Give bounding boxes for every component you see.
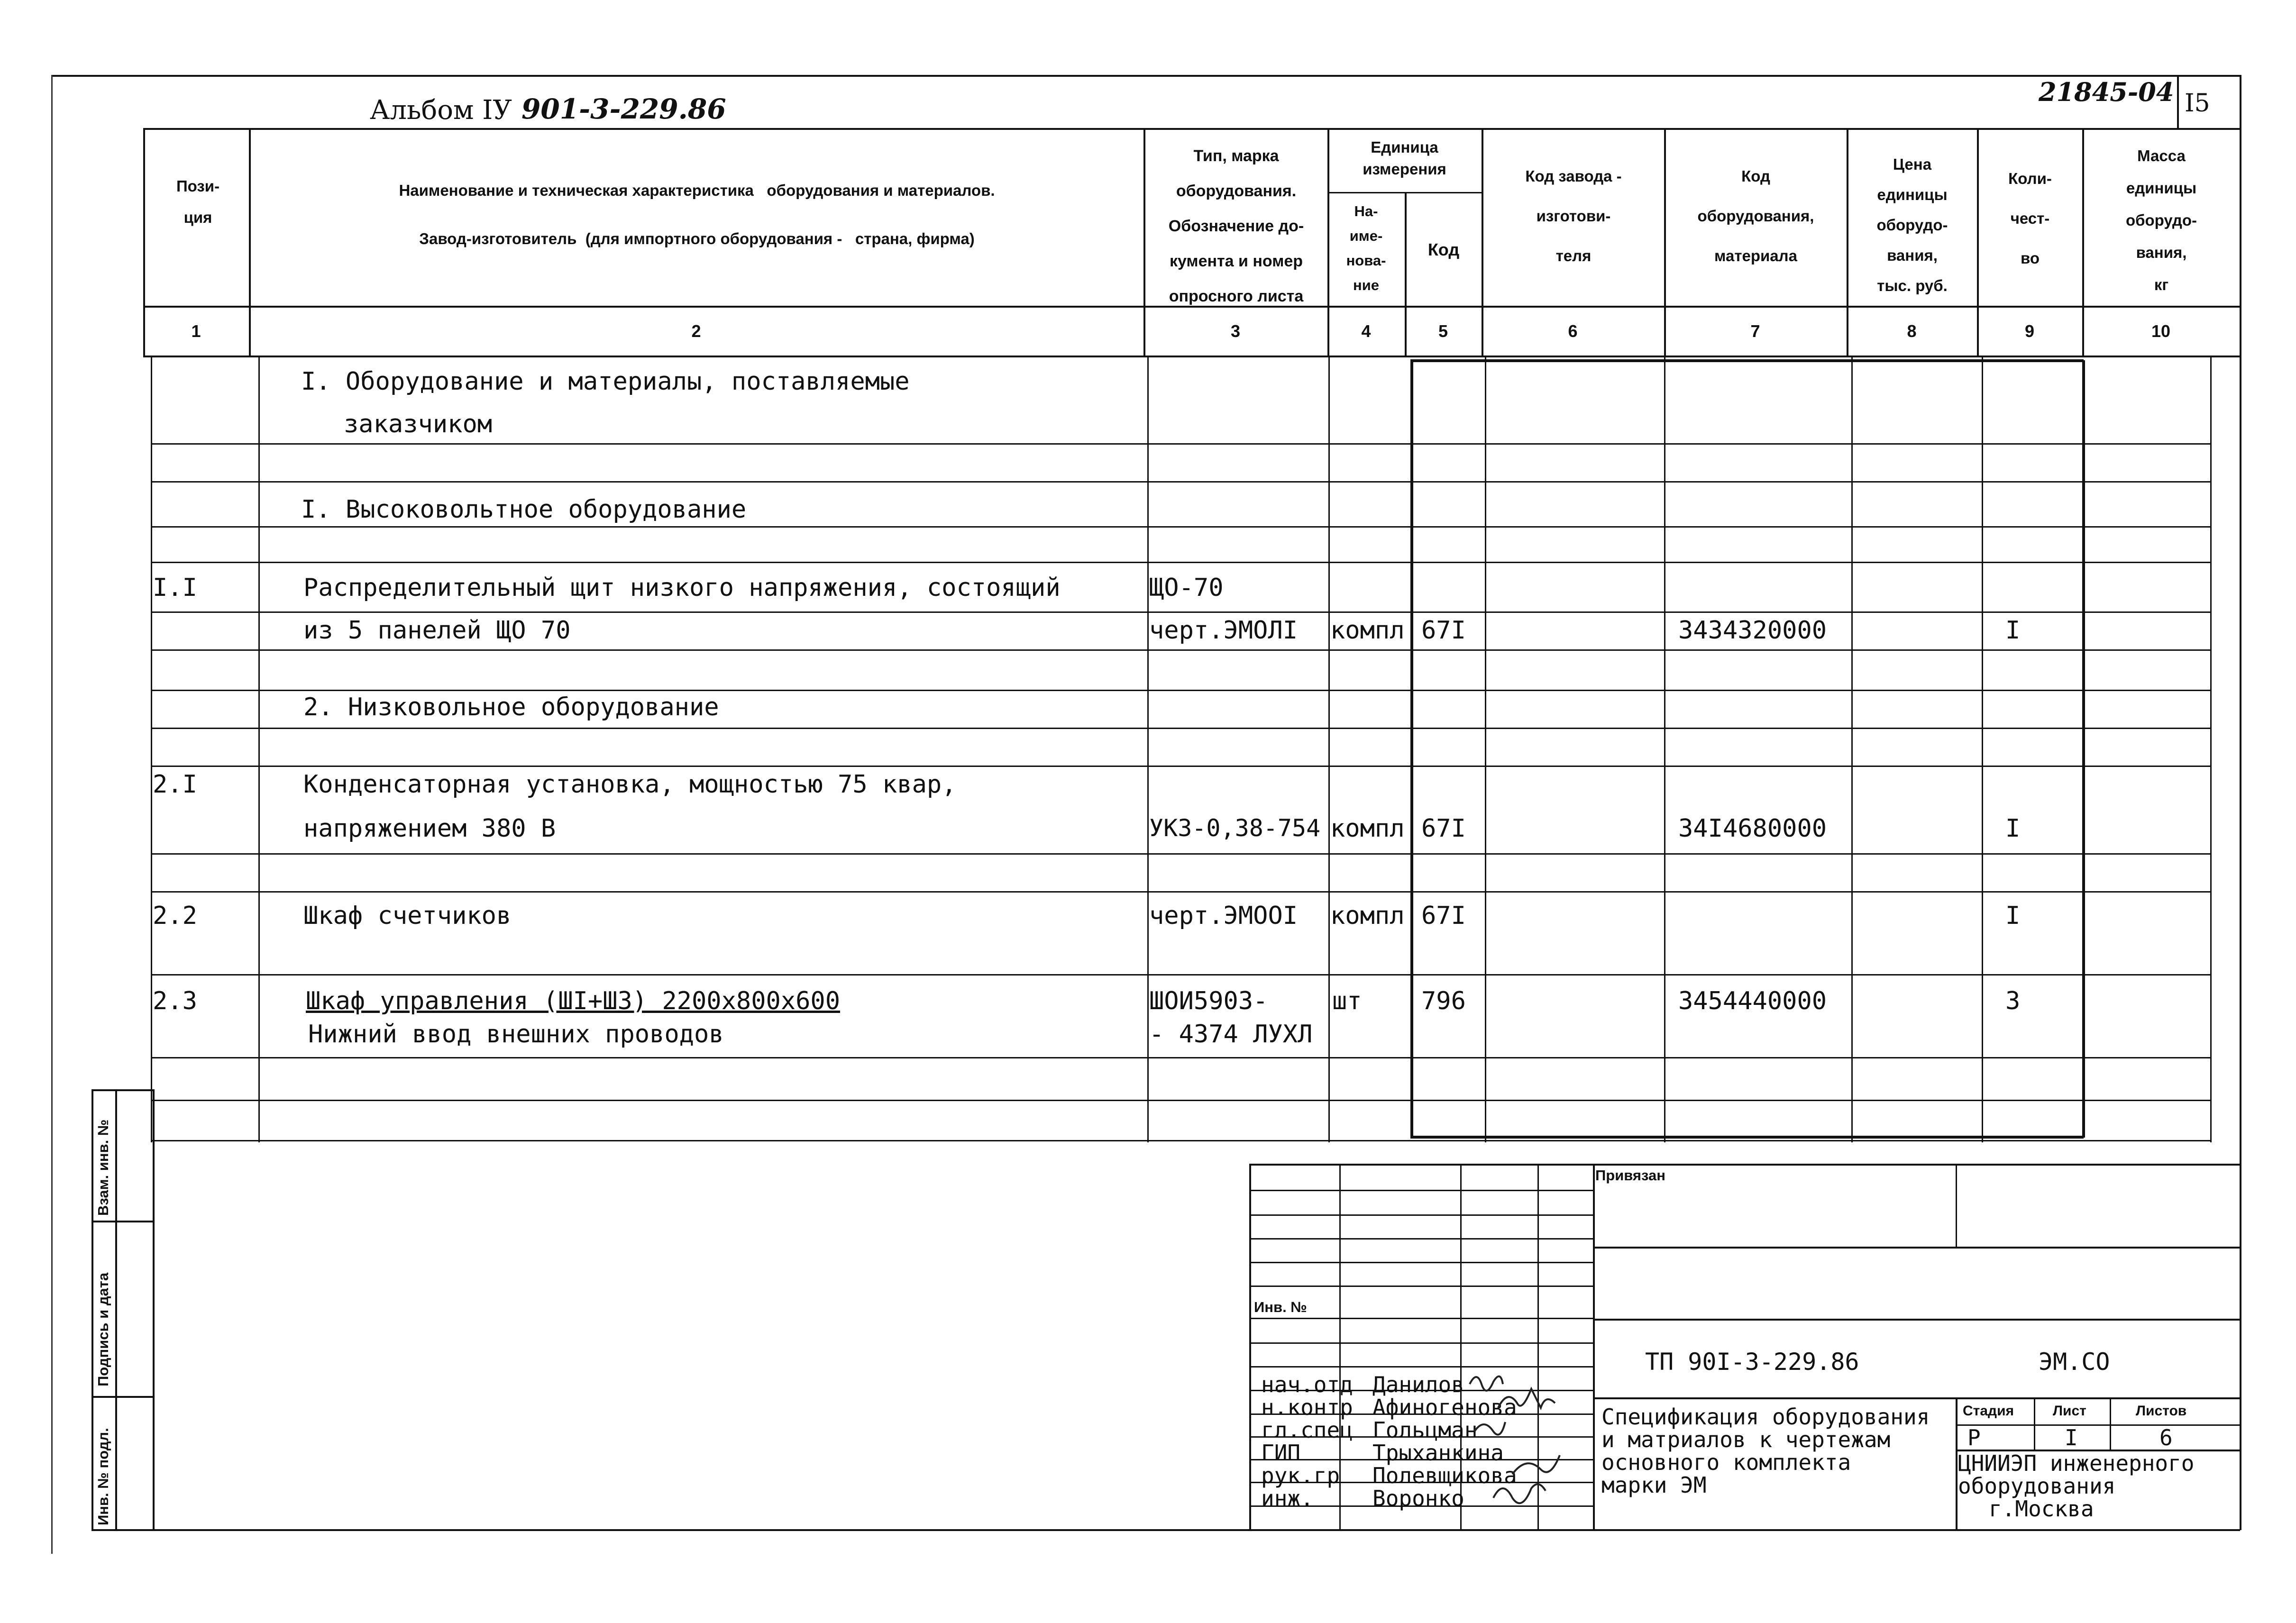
col-num-2: 2 bbox=[691, 321, 701, 341]
col-num-7: 7 bbox=[1750, 321, 1760, 341]
side-stamp-div1 bbox=[91, 1221, 153, 1222]
body-v2 bbox=[1147, 356, 1149, 1142]
section-title-1: I. Оборудование и материалы, поставляемые bbox=[301, 367, 910, 396]
sheets-value: 6 bbox=[2159, 1425, 2173, 1450]
org-line-2: оборудования bbox=[1958, 1473, 2116, 1499]
row-2-3-equipment-code: 3454440000 bbox=[1678, 987, 1827, 1015]
col-num-9: 9 bbox=[2024, 321, 2035, 341]
title-line-1: Спецификация оборудования bbox=[1601, 1404, 1930, 1430]
name-3: Гольцман bbox=[1372, 1417, 1478, 1443]
body-v3 bbox=[1328, 356, 1330, 1142]
row-2-3-unit: шт bbox=[1332, 987, 1362, 1015]
page-number: I5 bbox=[2185, 89, 2210, 118]
role-2: н.контр bbox=[1261, 1395, 1353, 1420]
left-frame-line bbox=[51, 75, 53, 1554]
row-2-1-unit: компл bbox=[1330, 814, 1405, 843]
row-2-3-unit-code: 796 bbox=[1421, 987, 1466, 1015]
row-1-1-name-cont: из 5 панелей ЩО 70 bbox=[303, 616, 571, 645]
title-line-3: основного комплекта bbox=[1601, 1450, 1851, 1475]
subsection-high-voltage: I. Высоковольтное оборудование bbox=[301, 495, 747, 524]
sheet-value: I bbox=[2065, 1425, 2078, 1450]
body-v1 bbox=[258, 356, 260, 1142]
row-2-3-name: Шкаф управления (ШI+Ш3) 2200х800х600 bbox=[306, 987, 841, 1015]
tb-row-1 bbox=[1249, 1190, 1593, 1191]
row-line-2 bbox=[151, 481, 2211, 483]
inv-no-label: Инв. № bbox=[1254, 1299, 1307, 1315]
title-line-2: и матриалов к чертежам bbox=[1601, 1427, 1891, 1452]
row-2-2-position: 2.2 bbox=[153, 902, 197, 930]
header-name-line1: Наименование и техническая характеристика оборудования и материалов. bbox=[399, 182, 995, 199]
row-2-1-type: УКЗ-0,38-754 bbox=[1149, 814, 1321, 842]
row-line-9 bbox=[151, 766, 2211, 767]
header-quantity: Коли- чест- во bbox=[2008, 170, 2052, 267]
row-2-1-equipment-code: 34I4680000 bbox=[1678, 814, 1827, 843]
header-type: Тип, марка оборудования. Обозначение до- кумента и номер опросного листа bbox=[1168, 147, 1304, 305]
row-line-11 bbox=[151, 891, 2211, 893]
row-2-1-name: Конденсаторная установка, мощностью 75 квар, bbox=[303, 770, 957, 799]
tb-stage-c2 bbox=[2110, 1397, 2111, 1450]
subsection-low-voltage: 2. Низковольное оборудование bbox=[303, 693, 719, 721]
tb-top bbox=[1249, 1164, 2240, 1166]
numbers-bottom-line bbox=[143, 356, 2240, 357]
header-unit-code: Код bbox=[1427, 240, 1460, 259]
doc-number: 21845-04 bbox=[2039, 77, 2174, 107]
row-line-4 bbox=[151, 562, 2211, 563]
row-line-1 bbox=[151, 443, 2211, 445]
sheet-label: Лист bbox=[2053, 1403, 2086, 1419]
side-label-inv: Инв. № подл. bbox=[95, 1428, 111, 1525]
side-stamp-bottom bbox=[91, 1529, 2240, 1531]
album-code: 901-3-229.86 bbox=[521, 93, 726, 125]
tb-stage-line bbox=[1956, 1424, 2240, 1426]
col-num-10: 10 bbox=[2151, 321, 2171, 341]
row-2-2-unit-code: 67I bbox=[1421, 902, 1466, 930]
side-stamp-mid bbox=[115, 1089, 117, 1530]
row-2-2-name: Шкаф счетчиков bbox=[303, 902, 512, 930]
sheets-label: Листов bbox=[2136, 1403, 2187, 1419]
tb-mid bbox=[1593, 1319, 2240, 1321]
row-2-3-position: 2.3 bbox=[153, 987, 197, 1015]
top-frame-line bbox=[51, 75, 2241, 77]
col-num-8: 8 bbox=[1907, 321, 1917, 341]
name-2: Афиногенова bbox=[1372, 1395, 1517, 1420]
role-4: ГИП bbox=[1261, 1440, 1301, 1466]
role-6: инж. bbox=[1261, 1486, 1314, 1511]
tb-title-right bbox=[1956, 1397, 1958, 1530]
header-unit: Единица измерения bbox=[1363, 138, 1446, 178]
row-2-1-quantity: I bbox=[2005, 814, 2021, 843]
body-left-border bbox=[153, 1089, 155, 1530]
doc-code: ТП 90I-3-229.86 bbox=[1645, 1348, 1859, 1376]
row-line-12 bbox=[151, 974, 2211, 976]
tb-row-4 bbox=[1249, 1262, 1593, 1263]
side-label-podpis: Подпись и дата bbox=[95, 1272, 111, 1386]
row-2-1-name-cont: напряжением 380 В bbox=[303, 814, 556, 843]
org-line-1: ЦНИИЭП инженерного bbox=[1958, 1450, 2195, 1476]
tb-privyazan-bottom bbox=[1593, 1247, 2240, 1249]
row-1-1-quantity: I bbox=[2005, 616, 2021, 645]
tb-row-2 bbox=[1249, 1214, 1593, 1216]
side-stamp-top bbox=[91, 1089, 153, 1091]
body-v4 bbox=[1410, 360, 1413, 1138]
body-v7 bbox=[1851, 356, 1853, 1142]
privyazan-label: Привязан bbox=[1595, 1167, 1665, 1184]
header-name-line2: Завод-изготовитель (для импортного оборудования - страна, фирма) bbox=[419, 230, 975, 247]
table-top-line bbox=[143, 128, 2240, 130]
stage-label: Стадия bbox=[1963, 1403, 2014, 1419]
body-v5 bbox=[1485, 356, 1486, 1142]
row-line-5 bbox=[151, 611, 2211, 613]
right-frame-line bbox=[2240, 75, 2241, 1530]
album-label: Альбом IУ bbox=[370, 95, 512, 126]
tb-row-3 bbox=[1249, 1238, 1593, 1240]
row-1-1-type: ЩО-70 bbox=[1149, 574, 1224, 602]
col-num-1: 1 bbox=[191, 321, 201, 341]
tb-row-5 bbox=[1249, 1286, 1593, 1287]
body-v6 bbox=[1664, 356, 1665, 1142]
name-5: Полевщикова bbox=[1372, 1463, 1517, 1488]
body-frame-top bbox=[1410, 359, 2084, 362]
header-factory-code: Код завода - изготови- теля bbox=[1525, 167, 1622, 264]
col-num-3: 3 bbox=[1230, 321, 1241, 341]
tb-privyazan-split bbox=[1956, 1164, 1957, 1247]
header-mass: Масса единицы оборудо- вания, кг bbox=[2125, 147, 2197, 293]
tb-stage-c1 bbox=[2034, 1397, 2035, 1450]
header-equipment-code: Код оборудования, материала bbox=[1697, 167, 1814, 264]
row-line-14 bbox=[151, 1100, 2211, 1101]
name-4: Трыханкина bbox=[1372, 1440, 1504, 1466]
stage-value: Р bbox=[1967, 1425, 1981, 1450]
row-line-6 bbox=[151, 649, 2211, 651]
tb-row-6 bbox=[1249, 1318, 1593, 1319]
row-2-2-quantity: I bbox=[2005, 902, 2021, 930]
role-5: рук.гр bbox=[1261, 1463, 1340, 1488]
header-unit-name: На- име- нова- ние bbox=[1346, 203, 1386, 293]
body-v10 bbox=[2210, 356, 2212, 1142]
row-2-3-name-cont: Нижний ввод внешних проводов bbox=[308, 1020, 724, 1049]
row-line-10 bbox=[151, 853, 2211, 855]
side-label-vzam: Взам. инв. № bbox=[95, 1119, 111, 1216]
section-title-1-cont: заказчиком bbox=[344, 410, 493, 438]
signatures-icon bbox=[1465, 1365, 1607, 1507]
row-2-3-type-cont: - 4374 ЛУХЛ bbox=[1149, 1020, 1313, 1049]
row-1-1-position: I.I bbox=[153, 574, 197, 602]
body-frame-bottom bbox=[1410, 1136, 2084, 1139]
row-2-1-unit-code: 67I bbox=[1421, 814, 1466, 843]
name-6: Воронко bbox=[1372, 1486, 1464, 1511]
body-v9 bbox=[2082, 360, 2085, 1138]
side-stamp-left bbox=[91, 1089, 93, 1530]
row-line-15 bbox=[151, 1140, 2211, 1141]
col-num-5: 5 bbox=[1438, 321, 1448, 341]
side-stamp-div2 bbox=[91, 1396, 153, 1398]
tb-title-top bbox=[1593, 1397, 2240, 1399]
row-1-1-unit-code: 67I bbox=[1421, 616, 1466, 645]
role-3: гл.спец bbox=[1261, 1417, 1353, 1443]
body-v0 bbox=[151, 356, 152, 1142]
tb-left bbox=[1249, 1164, 1251, 1530]
header-position: Пози- ция bbox=[176, 177, 220, 226]
row-line-3 bbox=[151, 526, 2211, 528]
row-line-8 bbox=[151, 728, 2211, 729]
row-1-1-drawing: черт.ЭМОЛI bbox=[1149, 616, 1298, 645]
row-1-1-name: Распределительный щит низкого напряжения, состоящий bbox=[303, 574, 1061, 602]
role-1: нач.отд bbox=[1261, 1372, 1353, 1397]
row-line-13 bbox=[151, 1057, 2211, 1058]
header-price: Цена единицы оборудо- вания, тыс. руб. bbox=[1876, 155, 1948, 294]
row-2-3-type: ШОИ5903- bbox=[1149, 987, 1268, 1015]
body-v8 bbox=[1982, 356, 1983, 1142]
org-line-3: г.Москва bbox=[1989, 1496, 2094, 1522]
row-1-1-unit: компл bbox=[1330, 616, 1405, 645]
tb-row-7 bbox=[1249, 1342, 1593, 1344]
title-line-4: марки ЭМ bbox=[1601, 1472, 1707, 1498]
row-line-7 bbox=[151, 690, 2211, 691]
page-number-box-left bbox=[2177, 75, 2179, 129]
doc-mark: ЭМ.СО bbox=[2039, 1348, 2110, 1376]
row-1-1-equipment-code: 3434320000 bbox=[1678, 616, 1827, 645]
row-2-2-unit: компл bbox=[1330, 902, 1405, 930]
row-2-3-quantity: 3 bbox=[2005, 987, 2021, 1015]
col-num-6: 6 bbox=[1568, 321, 1578, 341]
row-2-2-type: черт.ЭМООI bbox=[1149, 902, 1298, 930]
name-1: Данилов bbox=[1372, 1372, 1464, 1397]
col-num-4: 4 bbox=[1361, 321, 1371, 341]
row-2-1-position: 2.I bbox=[153, 770, 197, 799]
